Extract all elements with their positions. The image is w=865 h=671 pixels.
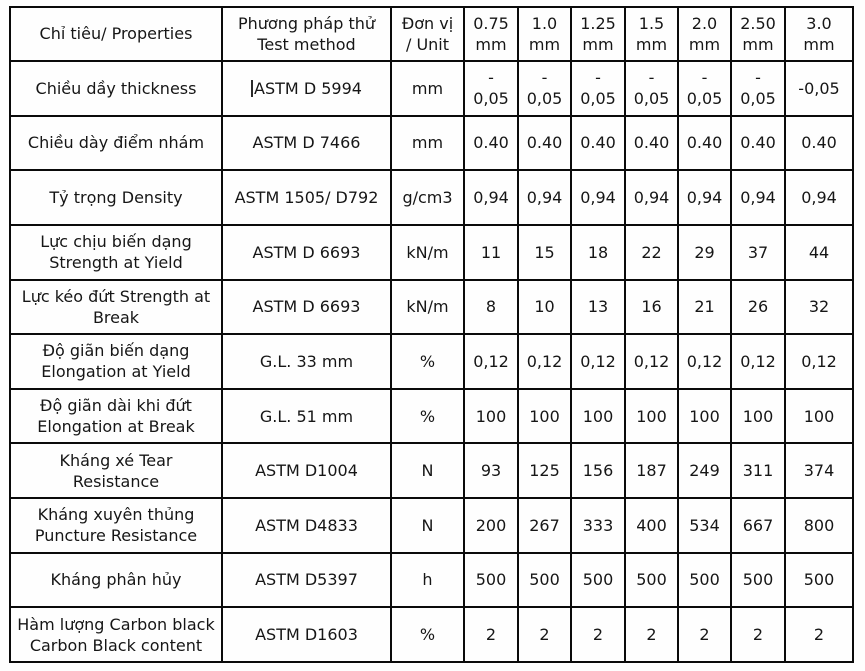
header-row [10,7,853,61]
value-cell: 2 [731,607,785,662]
unit-cell: mm [391,61,464,116]
unit-cell: N [391,498,464,553]
value-cell: 125 [518,443,571,498]
test-method-cell: ASTM D 6693 [222,280,391,335]
table-row [10,280,853,335]
table-body [10,61,853,662]
table-row [10,443,853,498]
property-cell: Lực kéo đứt Strength at Break [10,280,222,335]
header-properties: Chỉ tiêu/ Properties [10,7,222,61]
size-unit: mm [803,35,835,54]
value-cell: 500 [464,553,518,608]
unit-cell: N [391,443,464,498]
size-unit: mm [475,35,507,54]
value-cell: 100 [571,389,625,444]
table-row [10,225,853,280]
header-size-2.0mm [678,7,731,61]
value-cell: - 0,05 [464,61,518,116]
size-value: 1.25 [580,13,616,33]
value-cell: 100 [678,389,731,444]
value-cell: 8 [464,280,518,335]
value-cell: 13 [571,280,625,335]
property-cell: Kháng phân hủy [10,553,222,608]
test-method-cell: G.L. 33 mm [222,334,391,389]
header-unit-line2: / Unit [405,35,450,54]
value-cell: 32 [785,280,853,335]
value-cell: 2 [625,607,678,662]
value-cell: 500 [518,553,571,608]
value-cell: 0,12 [518,334,571,389]
header-size-1.25mm [571,7,625,61]
value-cell: 2 [518,607,571,662]
value-cell: 500 [785,553,853,608]
value-cell: 2 [464,607,518,662]
unit-cell: % [391,334,464,389]
value-cell: 2 [571,607,625,662]
text-cursor [251,80,253,97]
unit-cell: kN/m [391,280,464,335]
size-unit: mm [528,35,561,54]
test-method-cell: ASTM D5397 [222,553,391,608]
table-row [10,498,853,553]
value-cell: 500 [731,553,785,608]
value-cell: - 0,05 [571,61,625,116]
unit-cell: kN/m [391,225,464,280]
value-cell: 0.40 [571,116,625,171]
test-method-cell: ASTM D1004 [222,443,391,498]
value-cell: 0,94 [464,170,518,225]
value-cell: 400 [625,498,678,553]
value-cell: 100 [464,389,518,444]
property-cell: Chiều dầy thickness [10,61,222,116]
value-cell: 667 [731,498,785,553]
header-size-2.50mm [731,7,785,61]
value-cell: 93 [464,443,518,498]
value-cell: - 0,05 [731,61,785,116]
value-cell: 0,12 [731,334,785,389]
value-cell: 187 [625,443,678,498]
value-cell: 0,12 [625,334,678,389]
property-cell: Độ giãn biến dạng Elongation at Yield [10,334,222,389]
property-cell: Kháng xuyên thủng Puncture Resistance [10,498,222,553]
value-cell: 10 [518,280,571,335]
property-cell: Hàm lượng Carbon black Carbon Black content [10,607,222,662]
properties-spec-table [9,6,854,663]
value-cell: 100 [518,389,571,444]
value-cell: 0.40 [625,116,678,171]
test-method-cell: ASTM D 5994 [222,61,391,116]
value-cell: 26 [731,280,785,335]
value-cell: 0,94 [731,170,785,225]
value-cell: 0,12 [785,334,853,389]
size-unit: mm [742,35,774,54]
value-cell: 0.40 [678,116,731,171]
header-unit [391,7,464,61]
value-cell: 21 [678,280,731,335]
value-cell: 0.40 [464,116,518,171]
value-cell: 333 [571,498,625,553]
header-test-method [222,7,391,61]
header-size-1.0mm [518,7,571,61]
property-cell: Kháng xé Tear Resistance [10,443,222,498]
value-cell: 0,94 [678,170,731,225]
table-row [10,389,853,444]
value-cell: 0,12 [464,334,518,389]
property-cell: Chiều dày điểm nhám [10,116,222,171]
value-cell: 15 [518,225,571,280]
value-cell: 374 [785,443,853,498]
table-row [10,553,853,608]
value-cell: 0.40 [518,116,571,171]
header-unit-line1: Đơn vị [401,13,454,33]
value-cell: 200 [464,498,518,553]
value-cell: 0.40 [785,116,853,171]
header-size-3.0mm [785,7,853,61]
property-cell: Lực chịu biến dạng Strength at Yield [10,225,222,280]
value-cell: 267 [518,498,571,553]
unit-cell: g/cm3 [391,170,464,225]
unit-cell: mm [391,116,464,171]
test-method-cell: ASTM D4833 [222,498,391,553]
table-row [10,170,853,225]
value-cell: - 0,05 [678,61,731,116]
size-value: 2.0 [691,13,718,33]
value-cell: 44 [785,225,853,280]
value-cell: 0,12 [678,334,731,389]
test-method-cell: ASTM 1505/ D792 [222,170,391,225]
value-cell: 100 [785,389,853,444]
size-unit: mm [635,35,668,54]
table-row [10,607,853,662]
value-cell: 22 [625,225,678,280]
value-cell: 0.40 [731,116,785,171]
size-value: 1.5 [638,13,665,33]
test-method-cell: ASTM D1603 [222,607,391,662]
size-unit: mm [582,35,614,54]
value-cell: 37 [731,225,785,280]
value-cell: - 0,05 [518,61,571,116]
table-row [10,116,853,171]
table-row [10,334,853,389]
value-cell: 18 [571,225,625,280]
unit-cell: % [391,607,464,662]
size-value: 1.0 [531,13,558,33]
value-cell: -0,05 [785,61,853,116]
unit-cell: h [391,553,464,608]
header-size-0.75mm [464,7,518,61]
test-method-cell: ASTM D 7466 [222,116,391,171]
table-row [10,61,853,116]
test-method-cell: G.L. 51 mm [222,389,391,444]
value-cell: 16 [625,280,678,335]
value-cell: 534 [678,498,731,553]
value-cell: 500 [571,553,625,608]
value-cell: - 0,05 [625,61,678,116]
value-cell: 0,94 [625,170,678,225]
value-cell: 0,12 [571,334,625,389]
value-cell: 311 [731,443,785,498]
size-unit: mm [688,35,721,54]
value-cell: 0,94 [571,170,625,225]
value-cell: 156 [571,443,625,498]
unit-cell: % [391,389,464,444]
size-value: 2.50 [740,13,776,33]
value-cell: 500 [678,553,731,608]
value-cell: 100 [731,389,785,444]
value-cell: 0,94 [785,170,853,225]
property-cell: Độ giãn dài khi đứt Elongation at Break [10,389,222,444]
value-cell: 249 [678,443,731,498]
size-value: 0.75 [473,13,509,33]
value-cell: 100 [625,389,678,444]
value-cell: 11 [464,225,518,280]
value-cell: 0,94 [518,170,571,225]
header-test-method-line2: Test method [257,35,356,54]
header-size-1.5mm [625,7,678,61]
value-cell: 29 [678,225,731,280]
value-cell: 500 [625,553,678,608]
property-cell: Tỷ trọng Density [10,170,222,225]
value-cell: 800 [785,498,853,553]
size-value: 3.0 [806,13,832,33]
value-cell: 2 [678,607,731,662]
value-cell: 2 [785,607,853,662]
header-test-method-line1: Phương pháp thử [238,13,375,33]
test-method-cell: ASTM D 6693 [222,225,391,280]
